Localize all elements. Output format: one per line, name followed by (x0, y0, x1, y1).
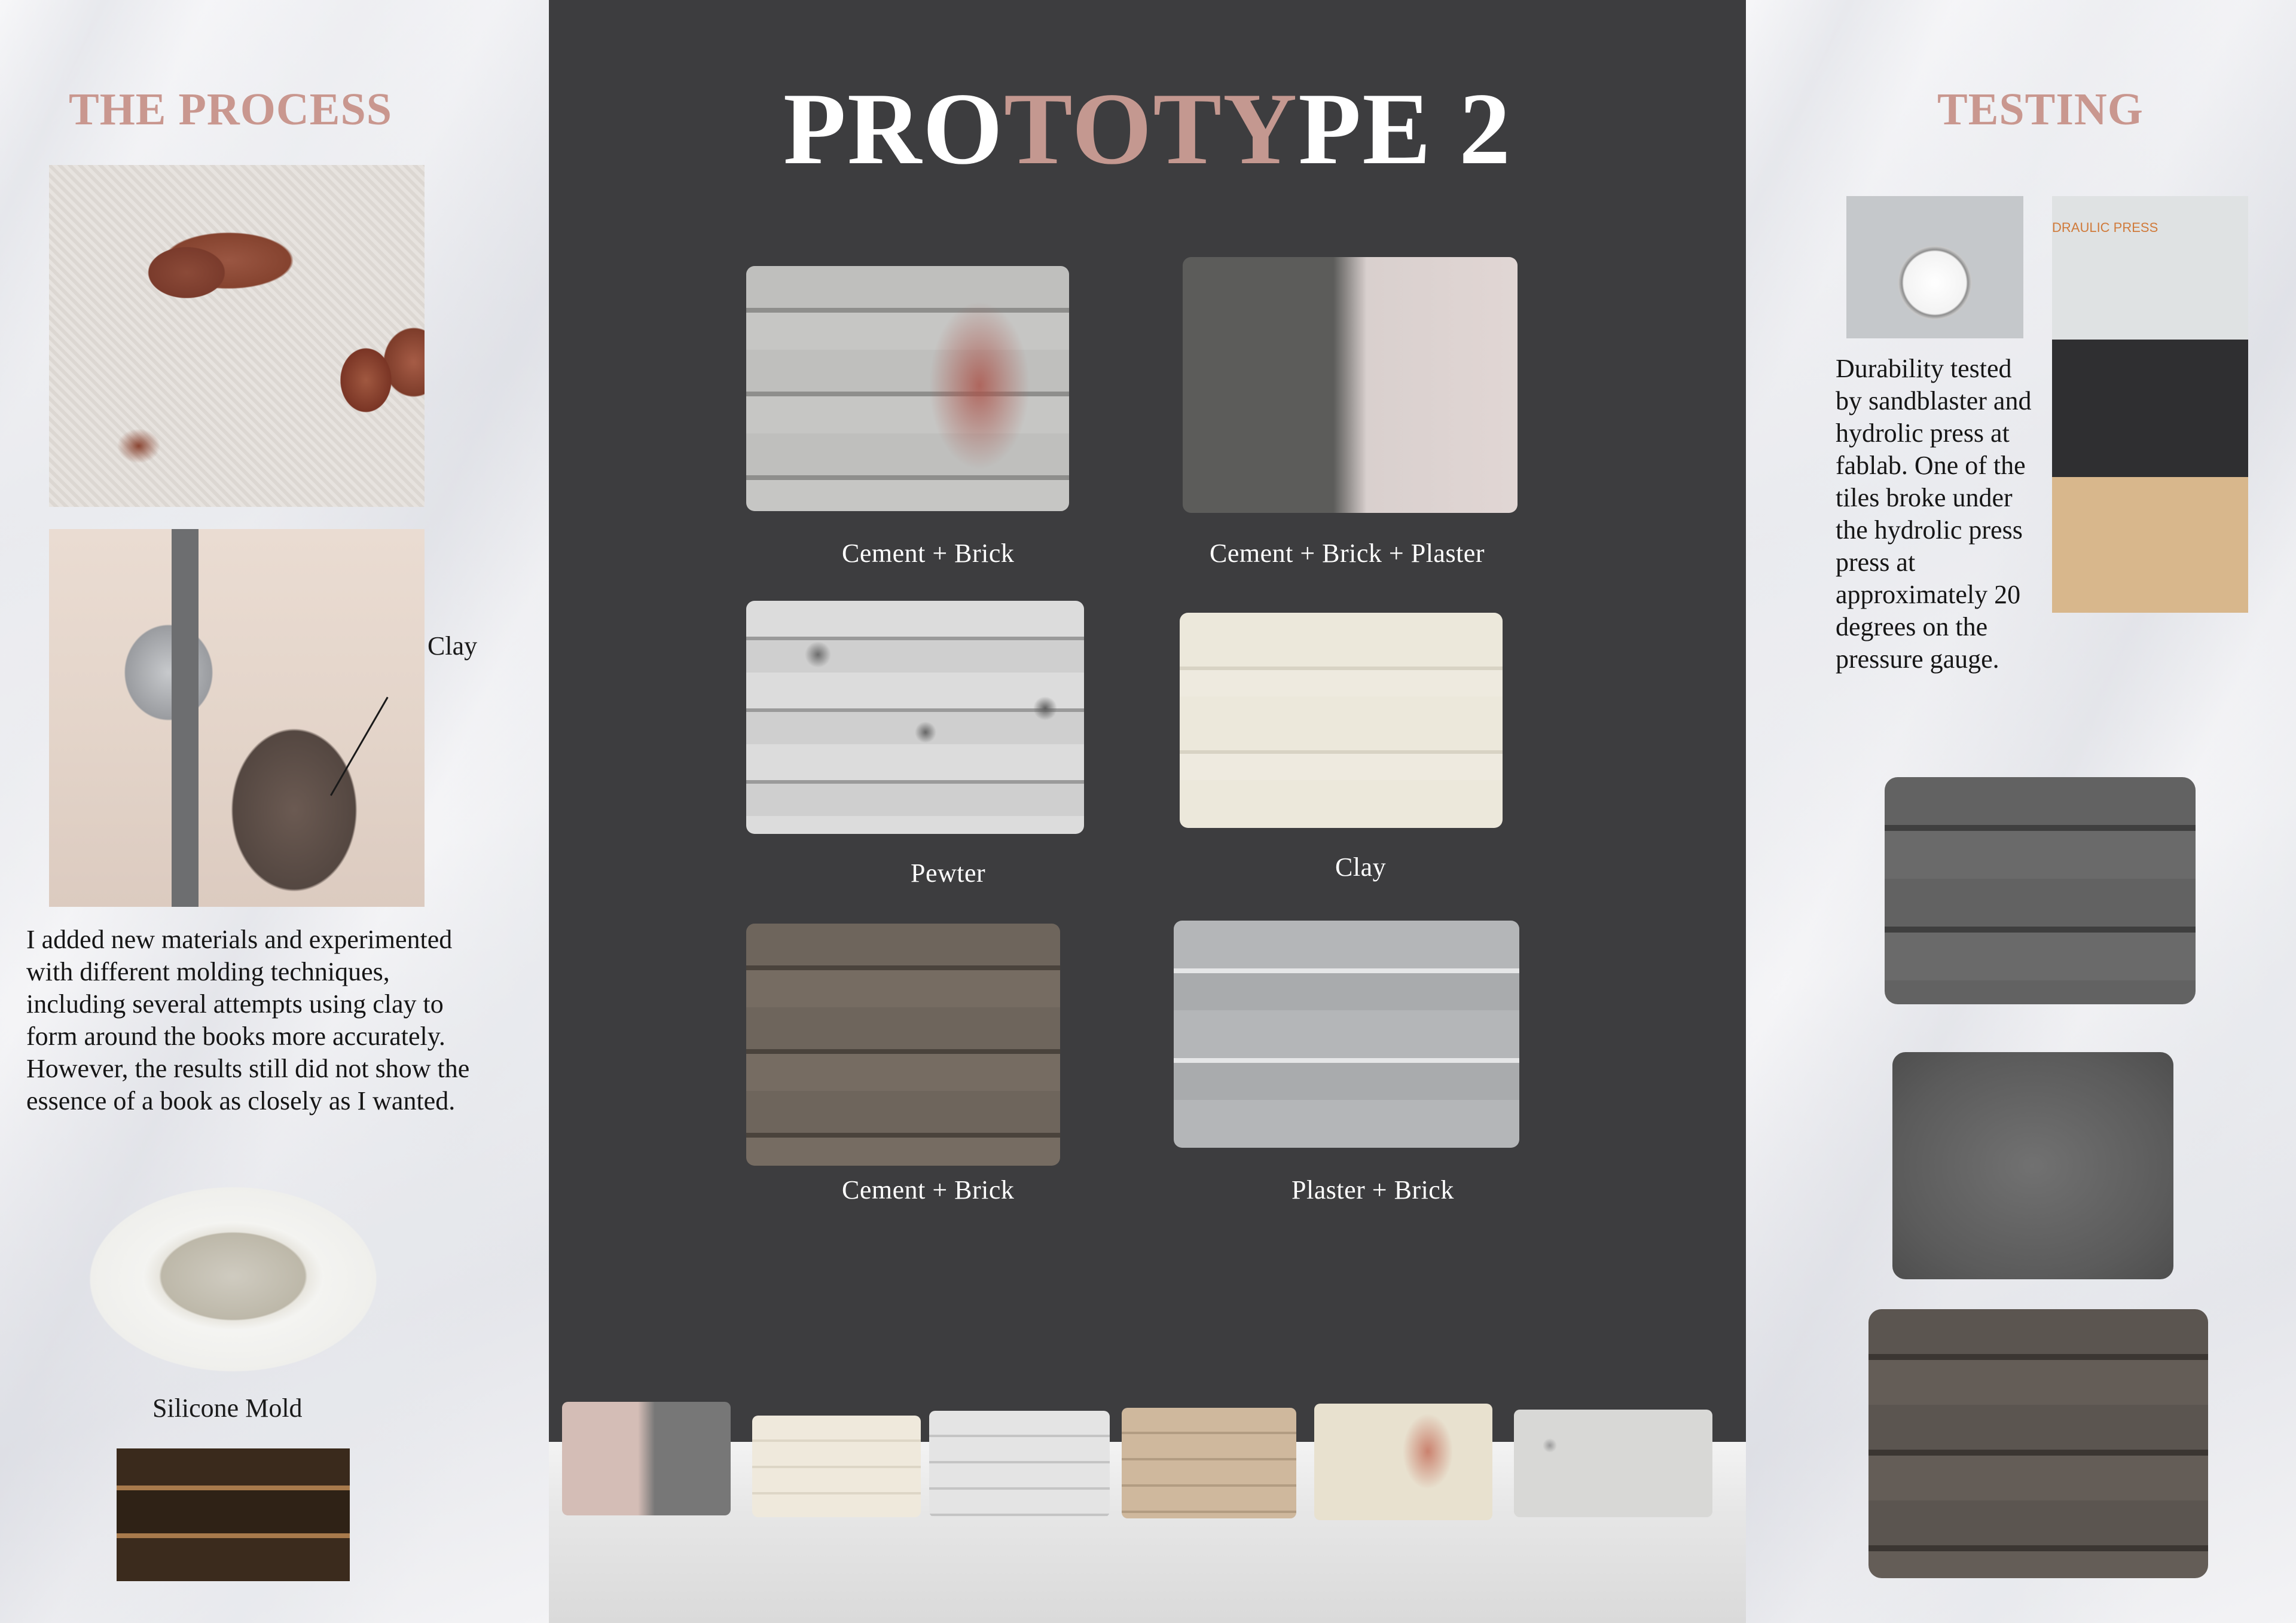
title-part-1: PRO (783, 72, 1004, 186)
tested-tile-3 (1868, 1309, 2208, 1578)
shelf-tile-5 (1314, 1404, 1492, 1520)
tested-tile-1 (1885, 777, 2196, 1004)
shelf-tile-3 (929, 1411, 1110, 1517)
book-stack-photo (117, 1444, 350, 1590)
testing-panel (1746, 0, 2296, 1623)
shelf-tile-6 (1514, 1410, 1712, 1517)
clay-label: Clay (428, 631, 478, 661)
tested-tile-2 (1892, 1052, 2173, 1279)
caption-pewter: Pewter (911, 858, 986, 888)
hydraulic-press-photo (2052, 196, 2248, 613)
title-part-2: PE 2 (1298, 72, 1512, 186)
page-title (549, 71, 1746, 188)
pressure-gauge-photo (1846, 196, 2023, 338)
tile-cement-brick-2 (746, 924, 1060, 1166)
caption-plaster-brick: Plaster + Brick (1292, 1175, 1454, 1205)
process-heading: THE PROCESS (69, 84, 393, 135)
brick-fragments-photo (49, 165, 425, 507)
tile-clay (1180, 613, 1503, 828)
caption-cement-brick-2: Cement + Brick (842, 1175, 1015, 1205)
testing-paragraph: Durability tested by sandblaster and hydrolic press at fablab. One of the tiles broke under the hydrolic press press at approximately 20 degrees on the pressure gauge. (1836, 354, 2032, 674)
tile-pewter (746, 601, 1084, 834)
silicone-mold-caption: Silicone Mold (152, 1393, 303, 1423)
shelf-tile-1 (562, 1402, 731, 1515)
tile-cement-brick-plaster (1183, 257, 1518, 513)
testing-heading: TESTING (1937, 84, 2144, 135)
shelf-tile-2 (752, 1416, 921, 1517)
title-accent: TOTY (1003, 72, 1299, 186)
caption-cement-brick-plaster: Cement + Brick + Plaster (1210, 539, 1485, 568)
prototype-panel (549, 0, 1746, 1623)
hydraulic-press-label: DRAULIC PRESS (2052, 220, 2158, 235)
caption-cement-brick-1: Cement + Brick (842, 539, 1015, 568)
shelf-tile-4 (1122, 1408, 1296, 1518)
process-panel (0, 0, 549, 1623)
tile-cement-brick-1 (746, 266, 1069, 511)
silicone-mold-photo (66, 1175, 401, 1384)
caption-clay: Clay (1335, 852, 1387, 882)
tile-plaster-brick (1174, 921, 1519, 1148)
process-paragraph: I added new materials and experimented with different molding techniques, including several attempts using clay to form around the books more accurately. However, the results still did not show the essence of a book as closely as I wanted. (26, 925, 470, 1115)
clay-mold-photo (49, 529, 425, 907)
